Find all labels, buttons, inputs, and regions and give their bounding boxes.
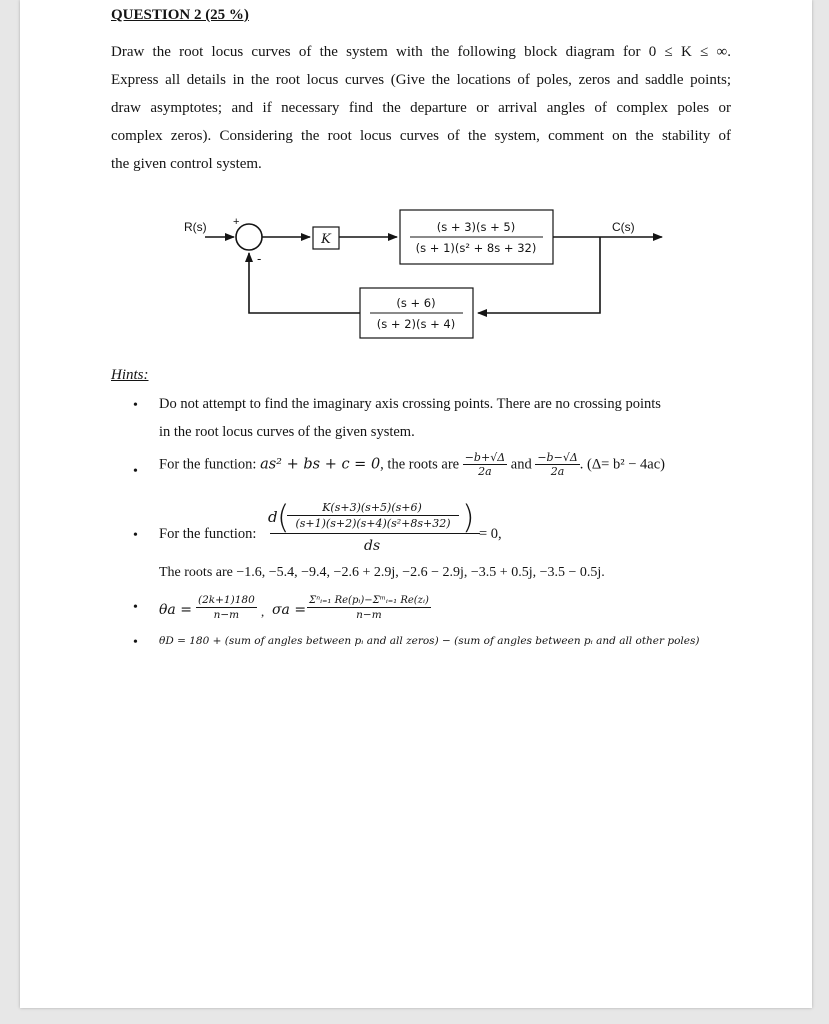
hint-3-suffix: = 0, [479,526,502,542]
root-1-denominator: 2a [478,465,492,478]
hints-label: Hints: [111,367,149,383]
theta-a-denominator: n−m [213,609,240,621]
hint-1-line-2: in the root locus curves of the given system. [159,424,415,440]
derivative-d: d [268,508,278,526]
theta-a-fraction [196,594,257,622]
forward-denominator: (s + 1)(s² + 8s + 32) [415,241,537,255]
sigma-a-fraction [307,594,431,622]
derivative-ds: ds [364,538,381,554]
feedback-numerator: (s + 6) [396,296,436,310]
hint-1-line-1: Do not attempt to find the imaginary axis crossing points. There are no crossing points [159,396,661,412]
sigma-a-frac [307,594,431,622]
root-1-fraction [463,451,507,479]
hint-5-formula: θD = 180 + (sum of angles between pᵢ and all zeros) − (sum of angles between pᵢ and all other poles) [159,635,700,647]
block-diagram [0,0,829,360]
sigma-a-numerator: Σⁿᵢ₌₁ Re(pᵢ)−Σᵐᵢ₌₁ Re(zᵢ) [309,595,429,606]
feedback-denominator: (s + 2)(s + 4) [376,317,456,331]
feedback-return-line [249,253,360,313]
hint-2-suffix: . (Δ= b² − 4ac) [579,456,665,473]
hint-2-formula [159,451,665,479]
root-2-fraction [535,451,579,479]
root-2-numerator: −b−√Δ [537,451,578,464]
derivative-inner-numerator: K(s+3)(s+5)(s+6) [322,501,422,514]
input-label: R(s) [184,220,207,234]
inner-fraction-bar [287,515,459,516]
open-paren: ( [277,498,290,536]
gain-label: K [321,232,331,247]
question-line: complex zeros). Considering the root locus curves of the system, comment on the stability of [111,128,731,144]
bullet: • [133,398,138,413]
plus-sign: + [233,216,240,228]
sigma-a-label: σa = [272,602,307,618]
forward-numerator: (s + 3)(s + 5) [436,220,516,234]
minus-sign: - [257,251,262,266]
hint-3-roots: The roots are −1.6, −5.4, −9.4, −2.6 + 2.9j, −2.6 − 2.9j, −3.5 + 0.5j, −3.5 − 0.5j. [159,565,605,580]
hint-2-prefix: For the function: [159,456,261,473]
derivative-fraction-bar [270,533,480,534]
question-line: draw asymptotes; and if necessary find the departure or arrival angles of complex poles or [111,100,731,116]
bullet: • [133,528,138,543]
theta-a-frac [196,594,257,622]
question-title: QUESTION 2 (25 %) [111,7,249,23]
quadratic-equation: as² + bs + c = 0 [260,456,381,473]
bullet: • [133,600,138,615]
bullet: • [133,464,138,479]
derivative-inner-denominator: (s+1)(s+2)(s+4)(s²+8s+32) [295,517,451,530]
question-line: the given control system. [111,156,262,172]
close-paren: ) [462,498,475,536]
theta-a-numerator: (2k+1)180 [198,594,255,606]
theta-a-label: θa = [159,602,192,618]
hint-2-mid: , the roots are [380,456,463,473]
root-1-numerator: −b+√Δ [464,451,506,464]
sigma-a-denominator: n−m [356,609,382,621]
output-label: C(s) [612,220,635,234]
question-line: Draw the root locus curves of the system with the following block diagram for 0 ≤ K ≤ ∞. [111,44,731,60]
root-2-denominator: 2a [550,465,565,478]
hint-3-prefix: For the function: [159,526,257,542]
summing-junction [236,224,262,250]
question-line: Express all details in the root locus curves (Give the locations of poles, zeros and saddle points; [111,72,731,88]
bullet: • [133,635,138,650]
comma: , [261,604,265,619]
hint-2-and: and [510,456,532,473]
